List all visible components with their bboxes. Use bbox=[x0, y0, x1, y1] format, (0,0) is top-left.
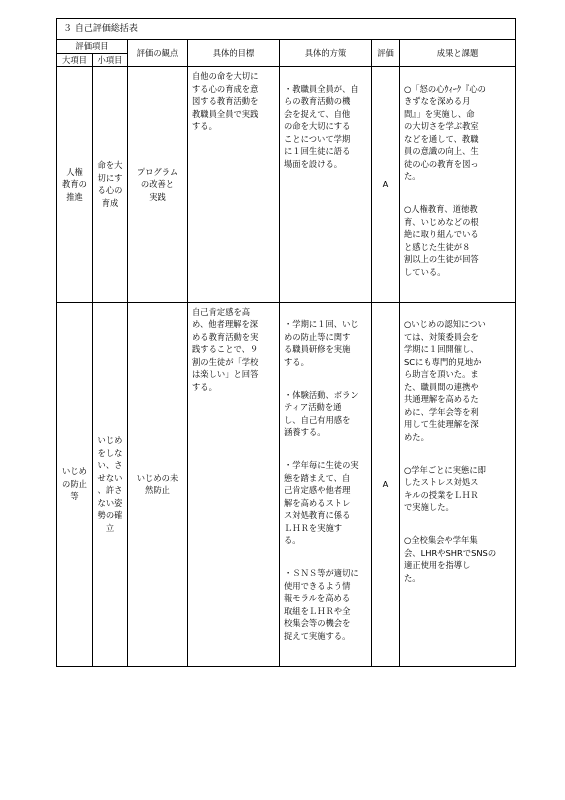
rating: A bbox=[372, 302, 400, 666]
measure-item: ・学年毎に生徒の実 態を踏まえて、自 己肯定感や他者理 解を高めるストレ ス対処教育に係る ＬＨＲを実施す る。 bbox=[284, 460, 359, 545]
header-goal: 具体的目標 bbox=[188, 40, 280, 67]
result-item: ○全校集会や学年集 会、LHRやSHRでSNSの 適正使用を指導し た。 bbox=[404, 535, 497, 583]
section-title: ３ 自己評価総括表 bbox=[57, 19, 516, 40]
result-item: ○「怒の心ｳｨｰｸ『心の きずなを深める月 間』」を実施し、命 の大切さを学ぶ教室 などを通して、教職 員の意識の向上、生 徒の心の教育を図っ た。 bbox=[404, 83, 486, 181]
minor-item: いじめ をしな い、さ せない 、許さ ない姿 勢の確 立 bbox=[97, 435, 123, 533]
measure-item: ・体験活動、ボラン ティア活動を通 し、自己有用感を 涵養する。 bbox=[284, 389, 359, 437]
self-evaluation-table bbox=[56, 18, 516, 667]
result-item: ○人権教育、道徳教 育、いじめなどの根 絶に取り組んでいる と感じた生徒が８ 割以上の生徒が回答 している。 bbox=[404, 204, 479, 277]
measure-item: ・教職員全員が、自 らの教育活動の機 会を捉えて、自他 の命を大切にする ことについて学期 に１回生徒に語る 場面を設ける。 bbox=[284, 83, 359, 169]
table-row bbox=[57, 302, 516, 666]
major-item: 人権 教育の 推進 bbox=[62, 166, 87, 202]
table-row bbox=[57, 67, 516, 303]
header-viewpoint: 評価の観点 bbox=[128, 40, 188, 67]
header-results: 成果と課題 bbox=[400, 40, 516, 67]
goal-text: 自他の命を大切に する心の育成を意 図する教育活動を 教職員全員で実践 する。 bbox=[192, 71, 259, 131]
result-item: ○いじめの認知につい ては、対策委員会を 学期に１回開催し、 SCにも専門的見地か ら助言を頂いた。ま た、職員間の連携や 共通理解を高めるた めに、学年会等を利 用して生徒理解を深 めた。 bbox=[404, 319, 486, 442]
header-eval-item: 評価項目 bbox=[57, 40, 128, 54]
rating: A bbox=[372, 67, 400, 303]
major-item: いじめ の防止 等 bbox=[62, 466, 87, 502]
header-rating: 評価 bbox=[372, 40, 400, 67]
measure-item: ・学期に１回、いじ めの防止等に関す る職員研修を実施 する。 bbox=[284, 319, 359, 367]
viewpoint: いじめの未 然防止 bbox=[136, 472, 179, 495]
result-item: ○学年ごとに実態に即 したストレス対処ス キルの授業をＬＨＲ で実施した。 bbox=[404, 464, 486, 512]
measure-item: ・ＳＮＳ等が適切に 使用できるよう情 報モラルを高める 取組をＬＨＲや全 校集会等の機会を 捉えて実施する。 bbox=[284, 568, 359, 641]
header-minor: 小項目 bbox=[93, 53, 128, 67]
header-measures: 具体的方策 bbox=[280, 40, 372, 67]
goal-text: 自己肯定感を高 め、他者理解を深 める教育活動を実 践することで、９ 割の生徒が「学校 は楽しい」と回答 する。 bbox=[192, 306, 259, 392]
minor-item: 命を大 切にす る心の 育成 bbox=[97, 160, 123, 208]
header-major: 大項目 bbox=[57, 53, 93, 67]
viewpoint: プログラム の改善と 実践 bbox=[136, 166, 179, 202]
